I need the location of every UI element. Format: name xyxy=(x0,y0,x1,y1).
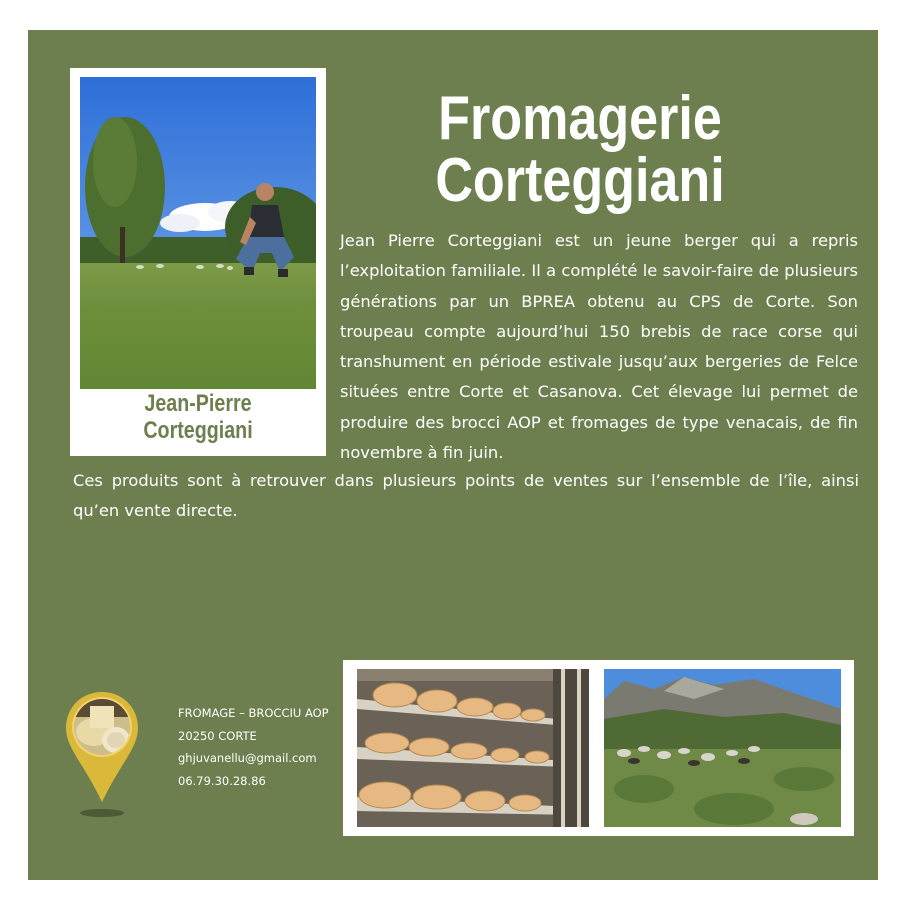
title-line1: Fromagerie xyxy=(438,84,722,153)
contact-city: 20250 CORTE xyxy=(178,728,257,743)
portrait-caption-line1: Jean-Pierre xyxy=(144,390,252,417)
portrait-caption-line2: Corteggiani xyxy=(143,417,253,444)
intro-paragraph: Jean Pierre Corteggiani est un jeune berger qui a repris l’exploitation familiale. Il a complété le savoir-faire de plusieurs générations par un BPREA obtenu au CPS de Corte. Son troupeau compte aujourd’hui 150 brebis de race corse qui transhument en période estivale jusqu’aux bergeries de Felce situées entre Corte et Casanova. Cet élevage lui permet de produire des brocci AOP et fromages de type venacais, de fin novembre à fin juin. xyxy=(340,231,858,463)
photos-strip xyxy=(343,660,854,836)
contact-phone[interactable]: 06.79.30.28.86 xyxy=(178,773,266,788)
contact-products: FROMAGE – BROCCIU AOP xyxy=(178,706,329,720)
outro-paragraph: Ces produits sont à retrouver dans plusieurs points de ventes sur l’ensemble de l’île, ainsi qu’en vente directe. xyxy=(73,471,859,521)
title-line2: Corteggiani xyxy=(435,146,725,215)
contact-email[interactable]: ghjuvanellu@gmail.com xyxy=(178,751,317,765)
portrait-caption xyxy=(93,390,303,444)
portrait-card xyxy=(70,68,326,456)
location-pin-icon xyxy=(64,690,144,818)
cheese-cellar-photo xyxy=(357,669,589,827)
page-title xyxy=(412,84,748,215)
contact-block xyxy=(178,702,329,792)
landscape-photo xyxy=(604,669,841,827)
portrait-photo xyxy=(80,77,316,389)
